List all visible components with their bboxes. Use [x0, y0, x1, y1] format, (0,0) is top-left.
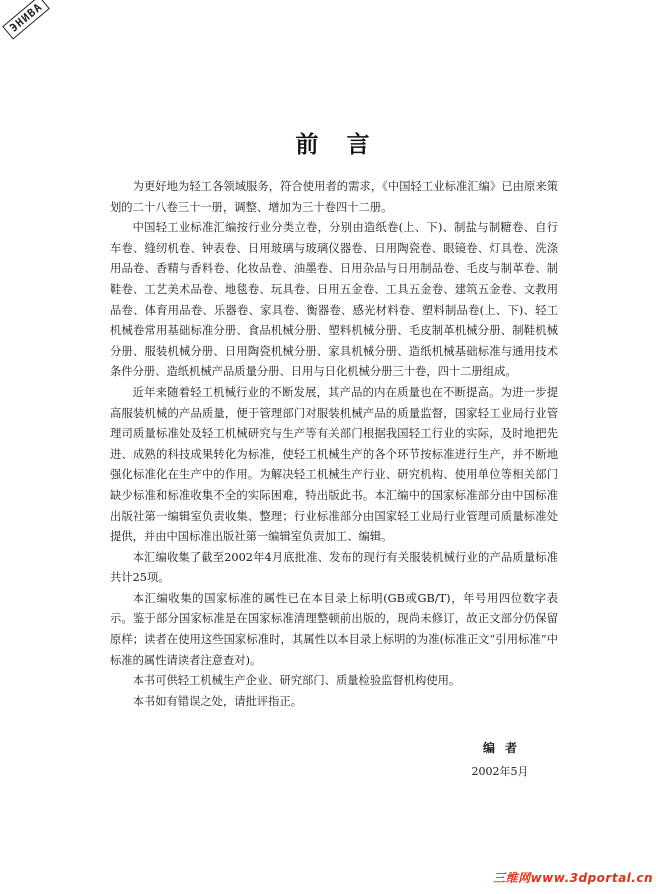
library-stamp: ЭНИВА [2, 0, 50, 39]
preface-body [110, 177, 558, 712]
signature-editor: 编者 [482, 741, 527, 755]
signature-date: 2002年5月 [471, 765, 529, 778]
page-title: 前言 [295, 132, 398, 158]
paragraph: 为更好地为轻工各领域服务，符合使用者的需求，《中国轻工业标准汇编》已由原来策划的二十八卷三十一册，调整、增加为三十卷四十二册。 [110, 180, 558, 214]
paragraph: 本书如有错误之处，请批评指正。 [132, 694, 303, 708]
paragraph: 本书可供轻工机械生产企业、研究部门、质量检验监督机构使用。 [132, 674, 461, 688]
paragraph: 近年来随着轻工机械行业的不断发展，其产品的内在质量也在不断提高。为进一步提高服装机械的产品质量，便于管理部门对服装机械产品的质量监督，国家轻工业局行业管理司质量标准处及轻工机械研究与生产等有关部门根据我国轻工行业的实际，及时地把先进、成熟的科技成果转化为标准，使轻工机械生产的各个环节按标准进行生产，并不断地强化标准化在生产中的作用。为解决轻工机械生产行业、研究机构、使用单位等相关部门缺少标准和标准收集不全的实际困难，特出版此书。本汇编中的国家标准部分由中国标准出版社第一编辑室负责收集、整理；行业标准部分由国家轻工业局行业管理司质量标准处提供，并由中国标准出版社第一编辑室负责加工、编辑。 [110, 385, 558, 544]
paragraph: 本汇编收集的国家标准的属性已在本目录上标明(GB或GB/T)，年号用四位数字表示。鉴于部分国家标准是在国家标准清理整顿前出版的，现尚未修订，故正文部分仍保留原样；读者在使用这些国家标准时，其属性以本目录上标明的为准(标准正文“引用标准”中标准的属性请读者注意查对)。 [110, 591, 558, 667]
watermark-link[interactable]: 三维网www.3dportal.cn [493, 871, 653, 885]
paragraph: 中国轻工业标准汇编按行业分类立卷，分别由造纸卷(上、下)、制盐与制糖卷、自行车卷、缝纫机卷、钟表卷、日用玻璃与玻璃仪器卷、日用陶瓷卷、眼镜卷、灯具卷、洗涤用品卷、香精与香料卷、化妆品卷、油墨卷、日用杂品与日用制品卷、毛皮与制革卷、制鞋卷、工艺美术品卷、地毯卷、玩具卷、日用五金卷、工具五金卷、建筑五金卷、文教用品卷、体育用品卷、乐器卷、家具卷、衡器卷、感光材料卷、塑料制品卷(上、下)、轻工机械卷常用基础标准分册、食品机械分册、塑料机械分册、毛皮制革机械分册、制鞋机械分册、服装机械分册、日用陶瓷机械分册、家具机械分册、造纸机械基础标准与通用技术条件分册、造纸机械产品质量分册、日用与日化机械分册三十卷，四十二册组成。 [110, 221, 558, 379]
paragraph: 本汇编收集了截至2002年4月底批准、发布的现行有关服装机械行业的产品质量标准共计25项。 [110, 550, 558, 585]
